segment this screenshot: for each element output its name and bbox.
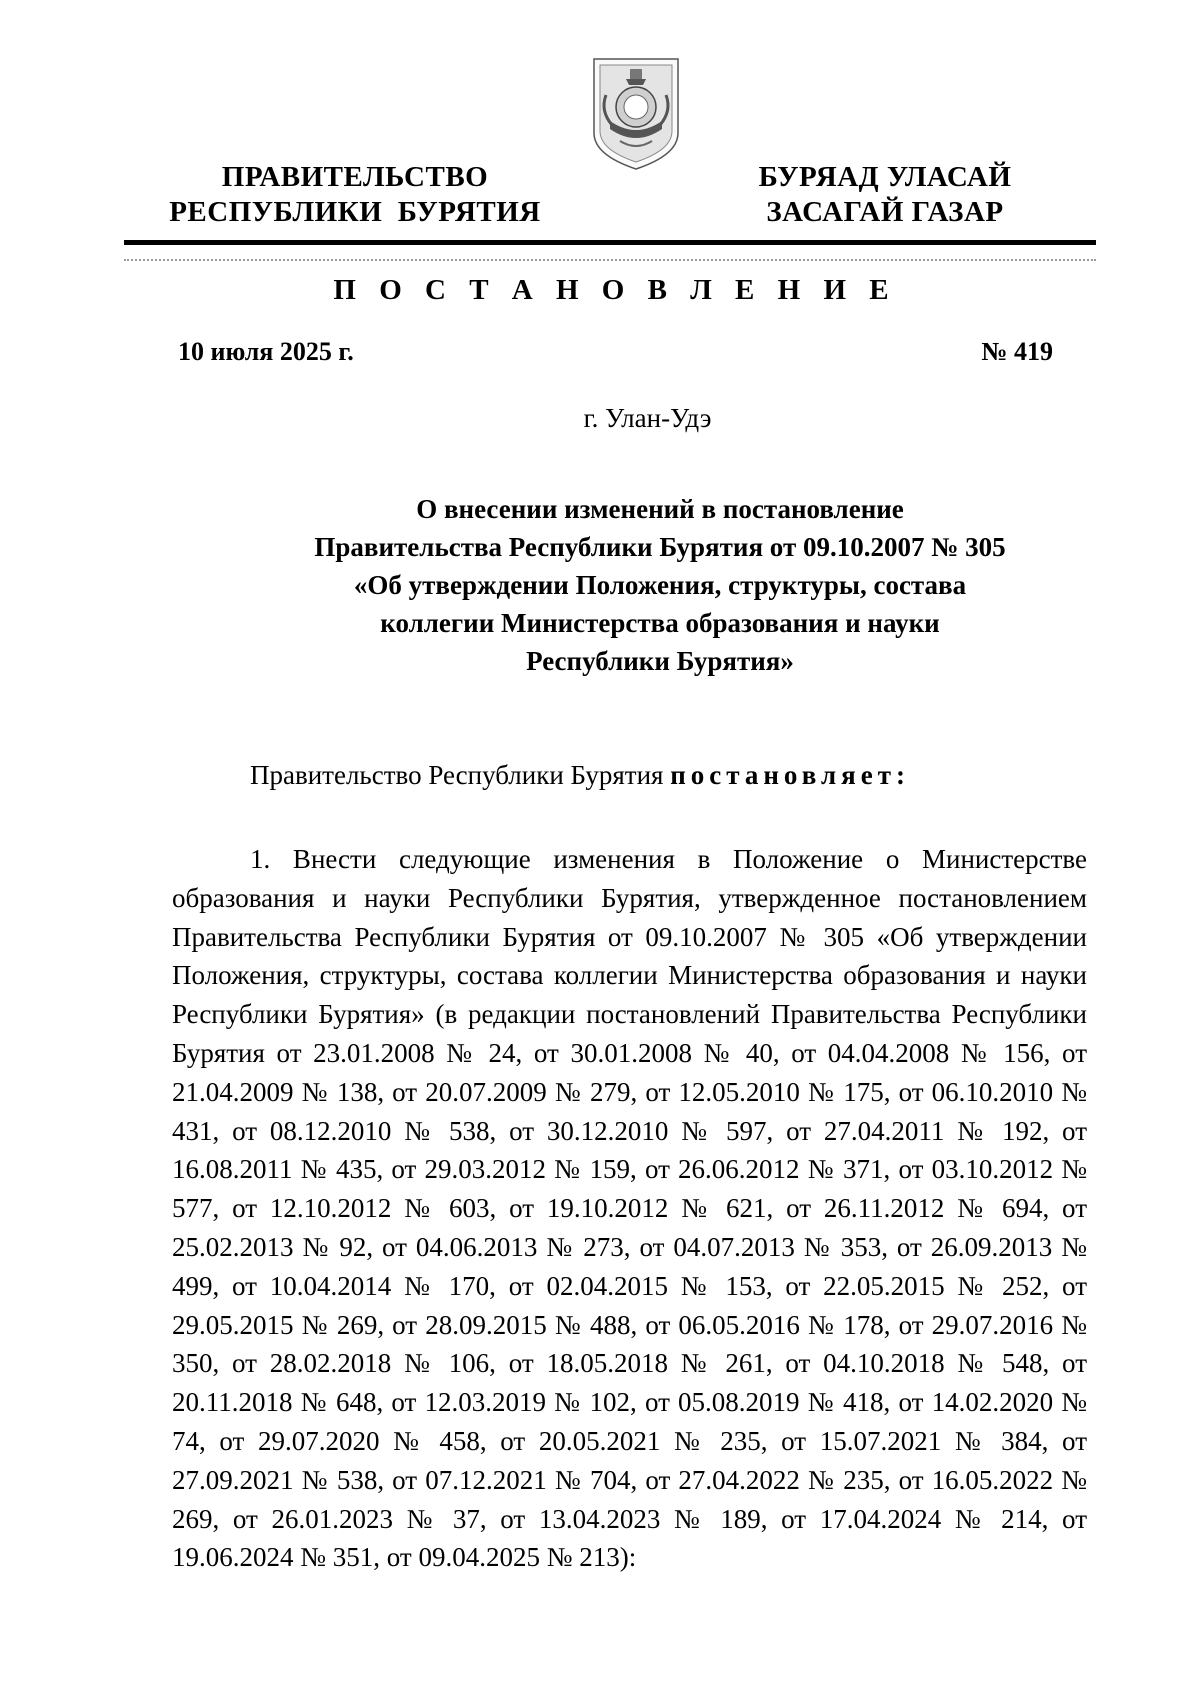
government-name-buryat xyxy=(735,160,1035,230)
resolution-keyword: постановляет xyxy=(670,760,896,790)
document-number: № 419 xyxy=(981,337,1053,366)
government-name-line: ПРАВИТЕЛЬСТВО xyxy=(221,161,489,193)
resolution-intro-text: Правительство Республики Бурятия xyxy=(250,760,671,790)
document-title xyxy=(240,490,1080,680)
document-title-line: Правительства Республики Бурятия от 09.10.2007 № 305 xyxy=(314,532,1006,562)
document-city: г. Улан-Удэ xyxy=(583,403,712,433)
paragraph-1: 1. Внести следующие изменения в Положение о Министерстве образования и науки Республики Бурятия, утвержденное постановлением Правительства Республики Бурятия от 09.10.2007 № 305 «Об утверждении Положения, структуры, состава коллегии Министерства образования и науки Республики Бурятия» (в редакции постановлений Правительства Республики Бурятия от 23.01.2008 № 24, от 30.01.2008 № 40, от 04.04.2008 № 156, от 21.04.2009 № 138, от 20.07.2009 № 279, от 12.05.2010 № 175, от 06.10.2010 № 431, от 08.12.2010 № 538, от 30.12.2010 № 597, от 27.04.2011 № 192, от 16.08.2011 № 435, от 29.03.2012 № 159, от 26.06.2012 № 371, от 03.10.2012 № 577, от 12.10.2012 № 603, от 19.10.2012 № 621, от 26.11.2012 № 694, от 25.02.2013 № 92, от 04.06.2013 № 273, от 04.07.2013 № 353, от 26.09.2013 № 499, от 10.04.2014 № 170, от 02.04.2015 № 153, от 22.05.2015 № 252, от 29.05.2015 № 269, от 28.09.2015 № 488, от 06.05.2016 № 178, от 29.07.2016 № 350, от 28.02.2018 № 106, от 18.05.2018 № 261, от 04.10.2018 № 548, от 20.11.2018 № 648, от 12.03.2019 № 102, от 05.08.2019 № 418, от 14.02.2020 № 74, от 29.07.2020 № 458, от 20.05.2021 № 235, от 15.07.2021 № 384, от 27.09.2021 № 538, от 07.12.2021 № 704, от 27.04.2022 № 235, от 16.05.2022 № 269, от 26.01.2023 № 37, от 13.04.2023 № 189, от 17.04.2024 № 214, от 19.06.2024 № 351, от 09.04.2025 № 213): xyxy=(172,844,1087,1573)
government-name-russian xyxy=(145,160,565,230)
government-name-line: РЕСПУБЛИКИ БУРЯТИЯ xyxy=(169,196,541,228)
resolution-intro xyxy=(250,760,905,791)
header-divider-dotted xyxy=(124,259,1096,261)
document-title-line: О внесении изменений в постановление xyxy=(416,494,904,524)
document-type: П О С Т А Н О В Л Е Н И Е xyxy=(333,274,897,306)
coat-of-arms-emblem-icon xyxy=(590,55,682,173)
resolution-colon: : xyxy=(895,760,905,790)
government-name-line: ЗАСАГАЙ ГАЗАР xyxy=(766,196,1004,228)
header-divider-thick xyxy=(124,240,1096,245)
document-title-line: «Об утверждении Положения, структуры, состава xyxy=(353,570,967,600)
document-title-line: Республики Бурятия» xyxy=(526,646,794,676)
document-title-line: коллегии Министерства образования и науки xyxy=(380,608,940,638)
document-date: 10 июля 2025 г. xyxy=(178,337,354,366)
government-name-line: БУРЯАД УЛАСАЙ xyxy=(758,161,1012,193)
